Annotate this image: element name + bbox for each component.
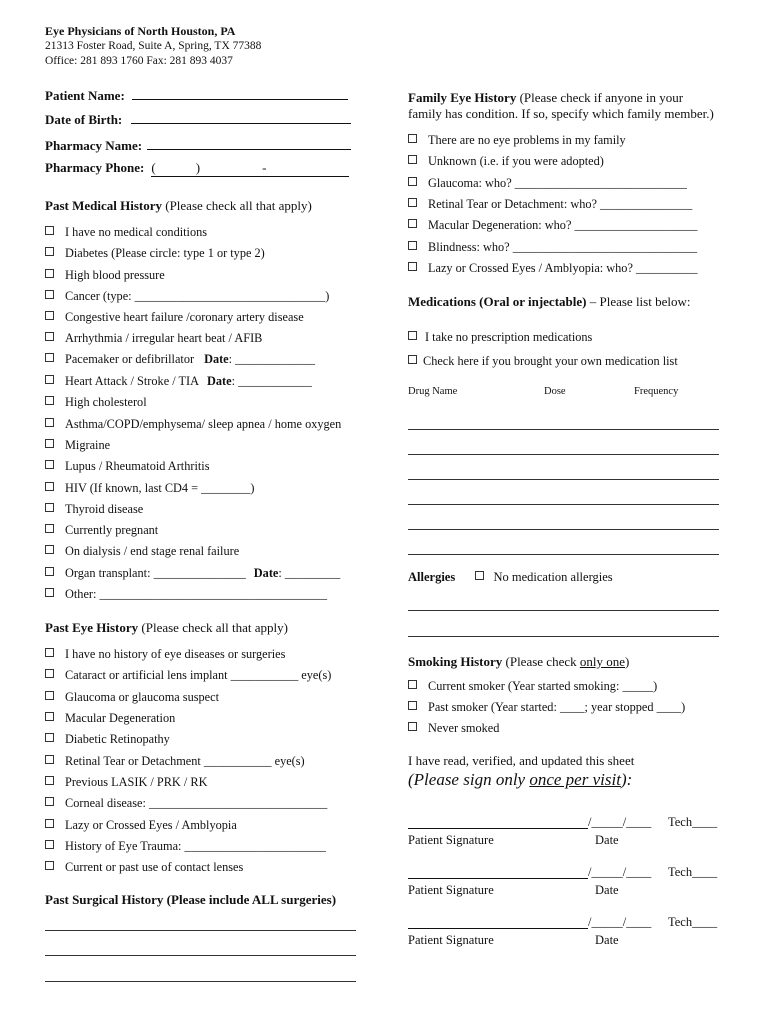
signature-tech-field[interactable]: Tech____ — [668, 915, 718, 929]
surgical-line[interactable] — [45, 930, 356, 931]
eye-item-macular[interactable] — [45, 711, 175, 726]
med-item-transplant[interactable] — [45, 566, 340, 581]
family-item-label: Unknown (i.e. if you were adopted) — [428, 154, 604, 168]
med-item-label: Pacemaker or defibrillator — [65, 352, 195, 366]
family-item-label: Blindness: who? ______________________________ — [428, 240, 698, 254]
signature-date-label: Date — [595, 833, 619, 847]
smoking-never[interactable] — [408, 721, 499, 736]
med-item-cancer[interactable] — [45, 289, 329, 304]
patient-signature-label: Patient Signature — [408, 883, 494, 897]
signature-date-label: Date — [595, 933, 619, 947]
signature-date-field[interactable]: /_____/____ — [588, 915, 652, 929]
eye-history-title-rest: (Please check all that apply) — [138, 620, 288, 635]
checkbox-icon[interactable] — [45, 269, 54, 278]
checkbox-icon[interactable] — [45, 375, 54, 384]
med-item-label: Migraine — [65, 438, 111, 452]
eye-item-glaucoma[interactable] — [45, 690, 219, 705]
med-item-chf[interactable] — [45, 310, 304, 325]
checkbox-icon[interactable] — [45, 482, 54, 491]
pharmacy-phone-field[interactable] — [151, 160, 349, 177]
heart-attack-date-label: Date — [206, 374, 232, 388]
med-item-label: Congestive heart failure /coronary artery disease — [65, 310, 304, 324]
attestation-line2 — [408, 770, 632, 790]
med-item-heart-attack[interactable] — [45, 374, 312, 389]
smoking-title — [408, 654, 629, 670]
family-item-none[interactable] — [408, 133, 626, 148]
family-item-macular[interactable] — [408, 218, 697, 233]
family-item-label: There are no eye problems in my family — [428, 133, 626, 147]
med-item-migraine[interactable] — [45, 438, 110, 453]
medication-line[interactable] — [408, 454, 719, 455]
family-item-label: Lazy or Crossed Eyes / Amblyopia: who? __________ — [428, 261, 698, 275]
pharmacy-row — [45, 136, 351, 154]
medication-line[interactable] — [408, 479, 719, 480]
med-item-pregnant[interactable] — [45, 523, 158, 538]
eye-item-label: Corneal disease: _____________________________ — [65, 796, 328, 810]
dob-field[interactable] — [131, 110, 351, 124]
medication-line[interactable] — [408, 529, 719, 530]
checkbox-icon[interactable] — [45, 332, 54, 341]
patient-name-row — [45, 86, 348, 104]
pharmacy-phone-label: Pharmacy Phone: — [45, 160, 145, 175]
medication-line[interactable] — [408, 429, 719, 430]
patient-signature-label: Patient Signature — [408, 933, 494, 947]
checkbox-icon[interactable] — [45, 712, 54, 721]
allergies-row — [408, 570, 613, 585]
eye-item-label: Macular Degeneration — [65, 711, 176, 725]
eye-item-label: I have no history of eye diseases or surgeries — [65, 647, 286, 661]
family-item-blindness[interactable] — [408, 240, 697, 255]
signature-line[interactable] — [408, 878, 588, 879]
signature-date-field[interactable]: /_____/____ — [588, 865, 652, 879]
med-item-cholesterol[interactable] — [45, 395, 147, 410]
eye-item-retinopathy[interactable] — [45, 732, 170, 747]
med-item-hbp[interactable] — [45, 268, 165, 283]
allergies-label: Allergies — [408, 570, 456, 584]
med-item-label: Cancer (type: _______________________________) — [65, 289, 330, 303]
eye-item-label: History of Eye Trauma: _______________________ — [65, 839, 326, 853]
checkbox-icon[interactable] — [45, 840, 54, 849]
checkbox-icon[interactable] — [45, 353, 54, 362]
eye-item-label: Glaucoma or glaucoma suspect — [65, 690, 219, 704]
pacemaker-date-field[interactable]: : _____________ — [228, 352, 316, 366]
medical-history-title-rest: (Please check all that apply) — [161, 198, 312, 213]
checkbox-icon[interactable] — [408, 680, 417, 689]
medication-line[interactable] — [408, 504, 719, 505]
smoking-item-label: Current smoker (Year started smoking: _____) — [428, 679, 658, 693]
medication-line[interactable] — [408, 554, 719, 555]
smoking-title-only-one: only one — [579, 654, 626, 669]
med-item-dialysis[interactable] — [45, 544, 239, 559]
med-item-label: On dialysis / end stage renal failure — [65, 544, 240, 558]
checkbox-icon[interactable] — [45, 669, 54, 678]
signature-date-label: Date — [595, 883, 619, 897]
eye-history-title-bold: Past Eye History — [45, 620, 139, 635]
attestation-line2-open: (Please sign only — [408, 770, 530, 789]
attestation-once-per-visit: once per visit — [529, 770, 621, 789]
signature-tech-field[interactable]: Tech____ — [668, 865, 718, 879]
eye-item-cataract[interactable] — [45, 668, 331, 683]
checkbox-icon[interactable] — [45, 418, 54, 427]
eye-item-retinal-tear[interactable] — [45, 754, 305, 769]
medications-title-bold: Medications (Oral or injectable) — [408, 294, 587, 309]
surgical-line[interactable] — [45, 955, 356, 956]
med-no-rx-label: I take no prescription medications — [425, 330, 593, 344]
family-item-glaucoma[interactable] — [408, 176, 687, 191]
dob-label: Date of Birth: — [45, 112, 123, 127]
med-item-label: Other: _____________________________________ — [65, 587, 327, 601]
family-item-unknown[interactable] — [408, 154, 604, 169]
heart-attack-date-field[interactable]: : ____________ — [231, 374, 312, 388]
family-history-title — [408, 90, 683, 106]
family-item-retinal[interactable] — [408, 197, 692, 212]
checkbox-icon[interactable] — [408, 701, 417, 710]
smoking-past[interactable] — [408, 700, 685, 715]
med-item-label: Diabetes (Please circle: type 1 or type 2) — [65, 246, 265, 260]
med-item-thyroid[interactable] — [45, 502, 143, 517]
eye-item-contacts[interactable] — [45, 860, 243, 875]
signature-line[interactable] — [408, 928, 588, 929]
practice-address: 21313 Foster Road, Suite A, Spring, TX 77388 — [45, 40, 262, 52]
eye-item-lasik[interactable] — [45, 775, 207, 790]
practice-name: Eye Physicians of North Houston, PA — [45, 24, 236, 38]
eye-item-amblyopia[interactable] — [45, 818, 237, 833]
col-drug-name: Drug Name — [408, 386, 458, 397]
med-item-label: Asthma/COPD/emphysema/ sleep apnea / home oxygen — [65, 417, 342, 431]
eye-item-label: Current or past use of contact lenses — [65, 860, 244, 874]
eye-item-label: Retinal Tear or Detachment ___________ eye(s) — [65, 754, 305, 768]
dob-row — [45, 110, 351, 128]
no-allergies-label: No medication allergies — [493, 570, 613, 584]
checkbox-icon[interactable] — [408, 262, 417, 271]
signature-date-field[interactable]: /_____/____ — [588, 815, 652, 829]
checkbox-icon[interactable] — [45, 819, 54, 828]
med-item-label: I have no medical conditions — [65, 225, 208, 239]
med-item-hiv[interactable] — [45, 481, 254, 496]
transplant-date-field[interactable]: : _________ — [278, 566, 341, 580]
checkbox-icon[interactable] — [408, 722, 417, 731]
signature-tech-field[interactable]: Tech____ — [668, 815, 718, 829]
surgical-history-title: Past Surgical History (Please include ALL surgeries) — [45, 892, 337, 907]
smoking-item-label: Past smoker (Year started: ____; year stopped ____) — [428, 700, 686, 714]
med-item-label: High blood pressure — [65, 268, 165, 282]
med-own-list-label: Check here if you brought your own medication list — [423, 354, 678, 368]
smoking-title-rest: (Please check — [502, 654, 580, 669]
med-item-lupus[interactable] — [45, 459, 209, 474]
medications-title — [408, 294, 690, 310]
checkbox-icon[interactable] — [45, 691, 54, 700]
phone-paren-open: ( — [151, 160, 156, 175]
practice-phones: Office: 281 893 1760 Fax: 281 893 4037 — [45, 55, 233, 67]
checkbox-icon[interactable] — [45, 588, 54, 597]
family-item-label: Macular Degeneration: who? ____________________ — [428, 218, 698, 232]
checkbox-icon[interactable] — [408, 177, 417, 186]
col-dose: Dose — [544, 386, 566, 397]
pacemaker-date-label: Date — [204, 352, 229, 366]
family-item-label: Glaucoma: who? ____________________________ — [428, 176, 687, 190]
checkbox-icon[interactable] — [45, 311, 54, 320]
med-item-label: Heart Attack / Stroke / TIA — [65, 374, 199, 388]
checkbox-icon[interactable] — [45, 797, 54, 806]
checkbox-icon[interactable] — [45, 545, 54, 554]
eye-history-title — [45, 620, 288, 636]
med-item-other[interactable] — [45, 587, 327, 602]
checkbox-icon[interactable] — [475, 571, 484, 580]
checkbox-icon[interactable] — [45, 226, 54, 235]
checkbox-icon[interactable] — [45, 460, 54, 469]
attestation-line2-close: ): — [620, 770, 633, 789]
checkbox-icon[interactable] — [45, 755, 54, 764]
med-item-asthma[interactable] — [45, 417, 341, 432]
eye-item-trauma[interactable] — [45, 839, 326, 854]
smoking-title-close: ) — [625, 654, 630, 669]
surgical-line[interactable] — [45, 981, 356, 982]
med-item-arrhythmia[interactable] — [45, 331, 262, 346]
smoking-current[interactable] — [408, 679, 657, 694]
patient-name-label: Patient Name: — [45, 88, 125, 103]
eye-item-label: Previous LASIK / PRK / RK — [65, 775, 208, 789]
pharmacy-phone-row — [45, 160, 349, 177]
phone-dash: - — [262, 160, 267, 175]
patient-signature-label: Patient Signature — [408, 833, 494, 847]
med-own-list[interactable] — [408, 354, 678, 369]
medical-history-title — [45, 198, 312, 214]
checkbox-icon[interactable] — [45, 439, 54, 448]
med-no-rx[interactable] — [408, 330, 592, 345]
checkbox-icon[interactable] — [45, 247, 54, 256]
checkbox-icon[interactable] — [45, 567, 54, 576]
checkbox-icon[interactable] — [45, 503, 54, 512]
signature-line[interactable] — [408, 828, 588, 829]
allergy-line[interactable] — [408, 636, 719, 637]
checkbox-icon[interactable] — [45, 733, 54, 742]
allergy-line[interactable] — [408, 610, 719, 611]
family-item-label: Retinal Tear or Detachment: who? _______________ — [428, 197, 693, 211]
transplant-date-label: Date — [253, 566, 279, 580]
checkbox-icon[interactable] — [408, 331, 417, 340]
checkbox-icon[interactable] — [408, 241, 417, 250]
med-item-label: HIV (If known, last CD4 = ________) — [65, 481, 255, 495]
med-item-pacemaker[interactable] — [45, 352, 315, 367]
smoking-item-label: Never smoked — [428, 721, 500, 735]
col-frequency: Frequency — [634, 386, 679, 397]
patient-name-field[interactable] — [132, 86, 348, 100]
eye-item-label: Lazy or Crossed Eyes / Amblyopia — [65, 818, 237, 832]
med-item-no-conditions[interactable] — [45, 225, 207, 240]
family-history-title-line2: family has condition. If so, specify which family member.) — [408, 106, 714, 121]
med-item-label: High cholesterol — [65, 395, 147, 409]
checkbox-icon[interactable] — [408, 155, 417, 164]
checkbox-icon[interactable] — [408, 219, 417, 228]
med-item-label: Arrhythmia / irregular heart beat / AFIB — [65, 331, 263, 345]
medications-title-rest: – Please list below: — [586, 294, 691, 309]
medical-history-title-bold: Past Medical History — [45, 198, 162, 213]
eye-item-corneal[interactable] — [45, 796, 327, 811]
checkbox-icon[interactable] — [45, 396, 54, 405]
family-item-amblyopia[interactable] — [408, 261, 697, 276]
family-history-title-rest: (Please check if anyone in your — [516, 90, 684, 105]
med-item-label: Lupus / Rheumatoid Arthritis — [65, 459, 210, 473]
checkbox-icon[interactable] — [408, 198, 417, 207]
checkbox-icon[interactable] — [408, 355, 417, 364]
eye-item-label: Diabetic Retinopathy — [65, 732, 170, 746]
phone-paren-close: ) — [195, 160, 201, 175]
eye-item-none[interactable] — [45, 647, 285, 662]
checkbox-icon[interactable] — [45, 524, 54, 533]
checkbox-icon[interactable] — [408, 134, 417, 143]
med-item-label: Organ transplant: _______________ — [65, 566, 246, 580]
pharmacy-field[interactable] — [147, 136, 351, 150]
attestation-line1: I have read, verified, and updated this sheet — [408, 753, 635, 768]
med-item-label: Currently pregnant — [65, 523, 159, 537]
med-item-diabetes[interactable] — [45, 246, 265, 261]
checkbox-icon[interactable] — [45, 648, 54, 657]
med-item-label: Thyroid disease — [65, 502, 144, 516]
checkbox-icon[interactable] — [45, 776, 54, 785]
family-history-title-bold: Family Eye History — [408, 90, 517, 105]
checkbox-icon[interactable] — [45, 290, 54, 299]
checkbox-icon[interactable] — [45, 861, 54, 870]
eye-item-label: Cataract or artificial lens implant ___________ eye(s) — [65, 668, 332, 682]
pharmacy-label: Pharmacy Name: — [45, 138, 143, 153]
smoking-title-bold: Smoking History — [408, 654, 503, 669]
